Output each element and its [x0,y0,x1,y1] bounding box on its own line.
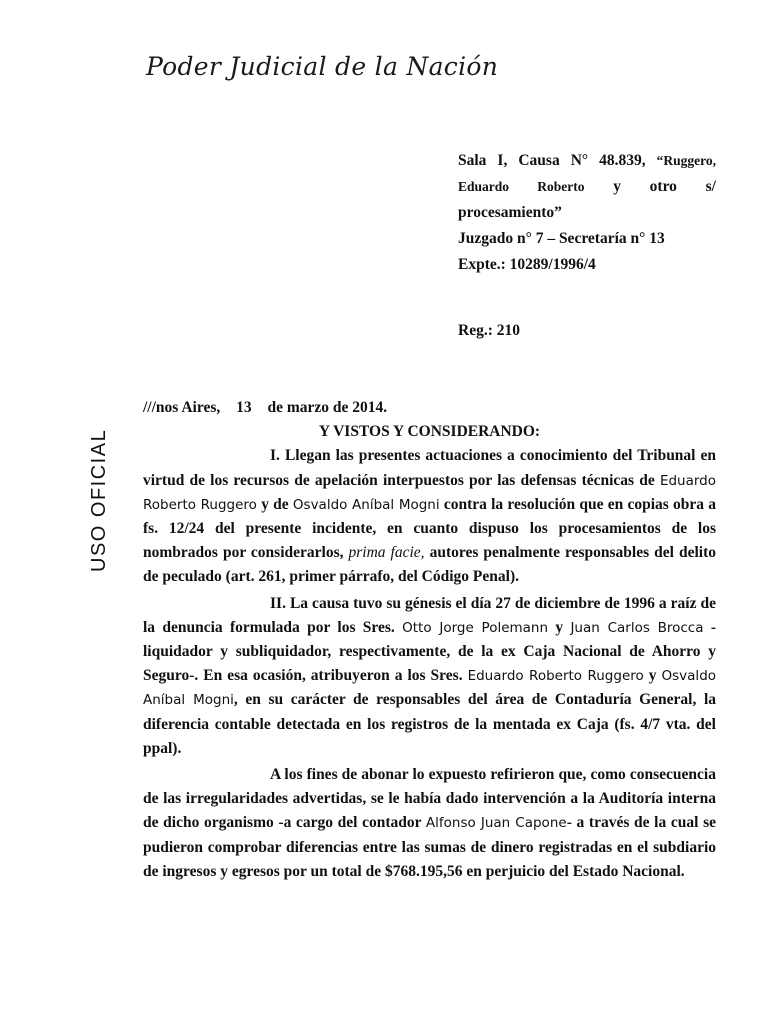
person-name: Alfonso Juan Capone [425,815,567,832]
paragraph-3 [143,763,716,884]
case-defendant-name: Eduardo Roberto [458,179,585,194]
paragraph-2-text: -liquidador y subliquidador, respectivamente, de la ex Caja Nacional de Ahorro y Seguro-. En esa ocasión, atribuyeron a los Sres. [143,618,716,685]
file-number: Expte.: 10289/1996/4 [458,256,596,273]
date-rest: de marzo de 2014. [267,399,388,416]
date-prefix: ///nos Aires, [143,399,221,416]
registry-number: Reg.: 210 [458,322,520,339]
letterhead: Poder Judicial de la Nación [146,52,499,81]
resolution-body [143,396,716,884]
case-title-middle: y otro s/ [613,178,716,195]
date-day: 13 [236,399,252,416]
paragraph-2-text: y [555,618,564,636]
paragraph-2 [143,592,716,761]
defendant-name: Eduardo Roberto Ruggero [467,668,644,685]
case-header-line-1 [458,148,716,174]
case-header [458,148,716,278]
paragraph-1-text: autores penalmente responsables del delito de peculado (art. 261, primer párrafo, del Código Penal). [143,544,717,586]
defendant-name: Eduardo Roberto Ruggero [143,472,717,513]
case-header-line-2 [458,174,716,200]
person-name: Juan Carlos Brocca [570,619,704,636]
paragraph-1-text: y de [261,495,289,513]
paragraph-3-text: A los fines de abonar lo expuesto refirieron que, como consecuencia de las irregularidades advertidas, se le había dado intervención a la Auditoría interna de dicho organismo -a cargo del contador [143,766,716,832]
paragraph-1-number: I. [270,447,280,465]
case-title-start: “Ruggero, [656,153,716,168]
case-title-end: procesamiento” [458,204,562,221]
paragraph-3-text: - a través de la cual se pudieron comprobar diferencias entre las sumas de dinero registradas en el subdiario de ingresos y egresos por un total de $768.195,56 en perjuicio del Estado Nacional. [143,814,717,880]
latin-phrase: prima facie, [348,544,425,562]
paragraph-1 [143,444,716,589]
defendant-name: Osvaldo Aníbal Mogni [292,496,440,513]
paragraph-2-text: La causa tuvo su génesis el día 27 de diciembre de 1996 a raíz de la denuncia formulada por los Sres. [143,594,716,636]
date-line [143,396,716,420]
person-name: Otto Jorge Polemann [402,619,549,636]
defendant-name: Osvaldo Aníbal Mogni [143,668,717,709]
paragraph-2-text: , en su carácter de responsables del área de Contaduría General, la diferencia contable detectada en los registros de la mentada ex Caja (fs. 4/7 vta. del ppal). [143,691,716,757]
paragraph-2-text: y [648,667,657,685]
uso-oficial-stamp: USO OFICIAL [88,428,110,572]
paragraph-1-text: Llegan las presentes actuaciones a conocimiento del Tribunal en virtud de los recursos de apelación interpuestos por las defensas técnicas de [143,447,716,489]
case-number: Sala I, Causa N° 48.839, [458,152,646,169]
paragraph-1-text: contra la resolución que en copias obra a fs. 12/24 del presente incidente, en cuanto dispuso los procesamientos de los nombrados por considerarlos, [143,495,717,562]
section-heading: Y VISTOS Y CONSIDERANDO: [318,423,541,441]
paragraph-2-number: II. [270,594,286,612]
court-secretariat: Juzgado n° 7 – Secretaría n° 13 [458,230,665,247]
